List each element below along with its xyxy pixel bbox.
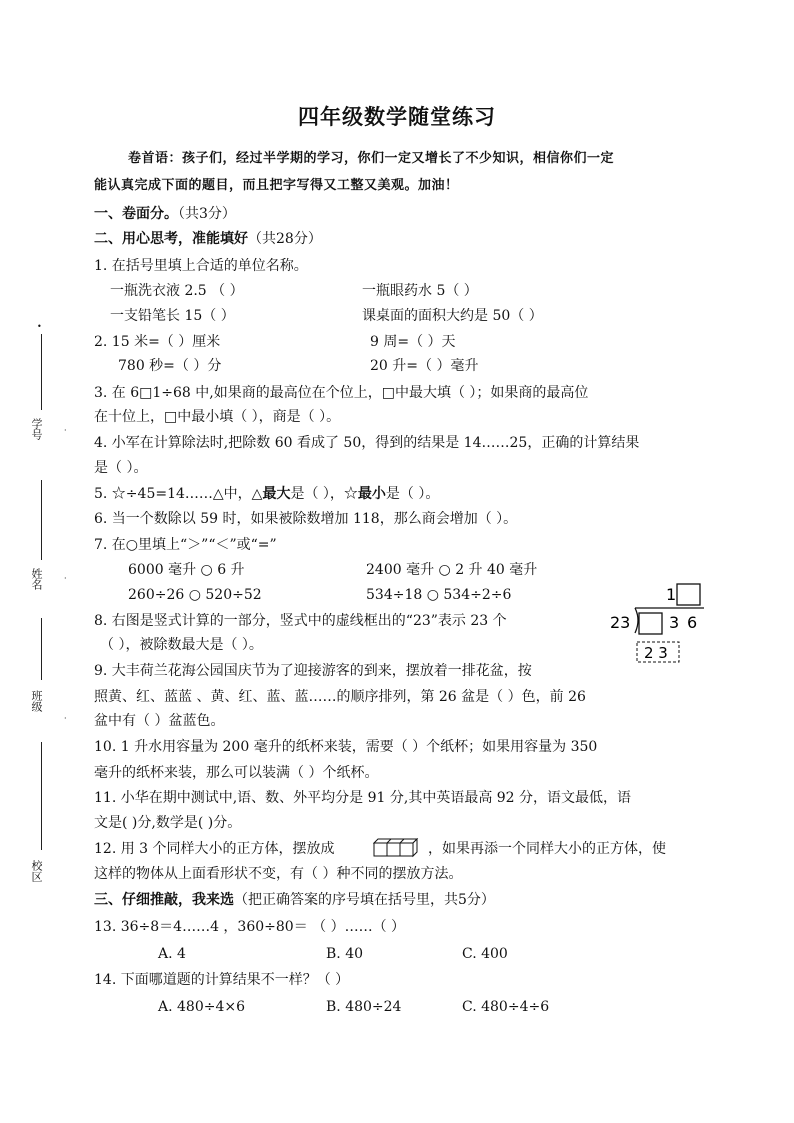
q10-line-1: 10. 1 升水用容量为 200 毫升的纸杯来装，需要（ ）个纸杯；如果用容量为 350	[94, 739, 598, 755]
q9-line-1: 9. 大丰荷兰花海公园国庆节为了迎接游客的到来，摆放着一排花盆，按	[94, 663, 532, 679]
q2-item-d: 20 升=（ ）毫升	[370, 358, 479, 374]
q12-line-2: 这样的物体从上面看形状不变，有（ ）种不同的摆放方法。	[94, 866, 463, 882]
q13-option-a: A. 4	[158, 946, 186, 962]
q10-line-2: 毫升的纸杯来装，那么可以装满（ ）个纸杯。	[94, 765, 379, 781]
q1-stem: 1. 在括号里填上合适的单位名称。	[94, 258, 308, 274]
q6: 6. 当一个数除以 59 时，如果被除数增加 118，那么商会增加（ ）。	[94, 511, 518, 527]
label-xingming: 姓名	[30, 568, 43, 590]
intro-line-2: 能认真完成下面的题目，而且把字写得又工整又美观。加油！	[94, 178, 459, 193]
section-1-score: （共3分）	[178, 206, 236, 222]
q4-line-2: 是（ ）。	[94, 460, 148, 476]
q14-option-c: C. 480÷4÷6	[462, 999, 550, 1015]
q11-line-2: 文是( )分,数学是( )分。	[94, 815, 242, 831]
intro-line-1: 卷首语：孩子们，经过半学期的学习，你们一定又增长了不少知识，相信你们一定	[128, 151, 615, 166]
long-division-figure	[604, 578, 706, 668]
banji-line	[41, 618, 42, 680]
division-bracket	[635, 608, 638, 633]
q7-item-d: 534÷18 ○ 534÷2÷6	[366, 587, 512, 603]
q7-item-c: 260÷26 ○ 520÷52	[128, 587, 262, 603]
q1-item-a: 一瓶洗衣液 2.5 （ ）	[110, 283, 244, 299]
q9-line-3: 盆中有（ ）盆蓝色。	[94, 713, 225, 729]
section-3	[94, 891, 495, 909]
label-xiaoqu: 校区	[30, 860, 43, 882]
q11-line-1: 11. 小华在期中测试中,语、数、外平均分是 91 分,其中英语最高 92 分，语文最低，语	[94, 790, 632, 806]
q1-item-c: 一支铅笔长 15（ ）	[110, 308, 235, 324]
quotient-blank-box	[677, 584, 700, 605]
section-3-label: 三、仔细推敲，我来选	[94, 892, 234, 908]
section-1-label: 一、卷面分。	[94, 206, 178, 222]
q2-item-a: 2. 15 米=（ ）厘米	[94, 334, 221, 350]
section-3-score: （把正确答案的序号填在括号里，共5分）	[234, 892, 495, 908]
q4-line-1: 4. 小军在计算除法时,把除数 60 看成了 50，得到的结果是 14……25，正确的计算结果	[94, 435, 640, 451]
dividend-digit-b: 6	[687, 613, 698, 632]
q8-line-1: 8. 右图是竖式计算的一部分，竖式中的虚线框出的“23”表示 23 个	[94, 613, 507, 629]
three-cubes-figure	[373, 838, 425, 858]
q5-pre: 5. ☆÷45=14……△中，	[94, 486, 252, 502]
xuehao-line	[41, 334, 42, 410]
q7-item-a: 6000 毫升 ○ 6 升	[128, 562, 245, 578]
binding-dot: ·	[64, 574, 67, 583]
binding-dot: ·	[64, 426, 67, 435]
xiaoqu-line	[41, 742, 42, 850]
label-xuehao: 学号	[30, 418, 43, 440]
section-2-label: 二、用心思考，准能填好	[94, 231, 248, 247]
q14-option-b: B. 480÷24	[326, 999, 402, 1015]
q3-line-2: 在十位上，□中最小填（ ），商是（ ）。	[94, 409, 341, 425]
q2-item-b: 9 周=（ ）天	[370, 334, 456, 350]
q13-option-c: C. 400	[462, 946, 508, 962]
q7-item-b: 2400 毫升 ○ 2 升 40 毫升	[366, 562, 538, 578]
q5-bold-1: △最大	[251, 486, 291, 502]
binding-dot: ·	[64, 714, 67, 723]
q14-option-a: A. 480÷4×6	[158, 999, 246, 1015]
q9-line-2: 照黄、红、蓝蓝 、黄、红、蓝、蓝……的顺序排列，第 26 盆是（ ）色，前 26	[94, 689, 586, 705]
q5-mid: 是（ ），☆	[290, 486, 358, 502]
q12-line-1-pre: 12. 用 3 个同样大小的正方体，摆放成	[94, 841, 335, 857]
q1-item-b: 一瓶眼药水 5（ ）	[362, 283, 478, 299]
division-divisor: 23	[610, 613, 631, 632]
section-2	[94, 230, 322, 248]
section-2-score: （共28分）	[248, 231, 322, 247]
q2-item-c: 780 秒=（ ）分	[118, 358, 222, 374]
dashed-box-value: 2 3	[644, 644, 668, 662]
page-title: 四年级数学随堂练习	[298, 105, 496, 129]
q14-stem: 14. 下面哪道题的计算结果不一样？（ ）	[94, 972, 350, 988]
dividend-digit-a: 3	[669, 613, 680, 632]
division-quotient: 1	[666, 585, 677, 604]
q5-post: 是（ ）。	[385, 486, 440, 502]
q5	[94, 485, 439, 503]
q13-option-b: B. 40	[326, 946, 364, 962]
q12-line-1-post: ，如果再添一个同样大小的正方体，使	[428, 841, 666, 857]
xingming-line	[41, 480, 42, 560]
dividend-blank-box	[639, 613, 662, 634]
q5-bold-2: 最小	[357, 486, 386, 502]
q1-item-d: 课桌面的面积大约是 50（ ）	[362, 308, 543, 324]
q8-line-2: （ ），被除数最大是（ ）。	[100, 637, 263, 653]
section-1	[94, 205, 236, 223]
binding-dot: •	[37, 322, 42, 331]
q3-line-1: 3. 在 6□1÷68 中,如果商的最高位在个位上，□中最大填（ ）；如果商的最高位	[94, 385, 589, 401]
q13-stem: 13. 36÷8＝4……4 ，360÷80＝ （ ）……（ ）	[94, 919, 406, 935]
label-banji: 班级	[30, 690, 43, 712]
q7-stem: 7. 在○里填上“＞”“＜”或“=”	[94, 537, 277, 553]
